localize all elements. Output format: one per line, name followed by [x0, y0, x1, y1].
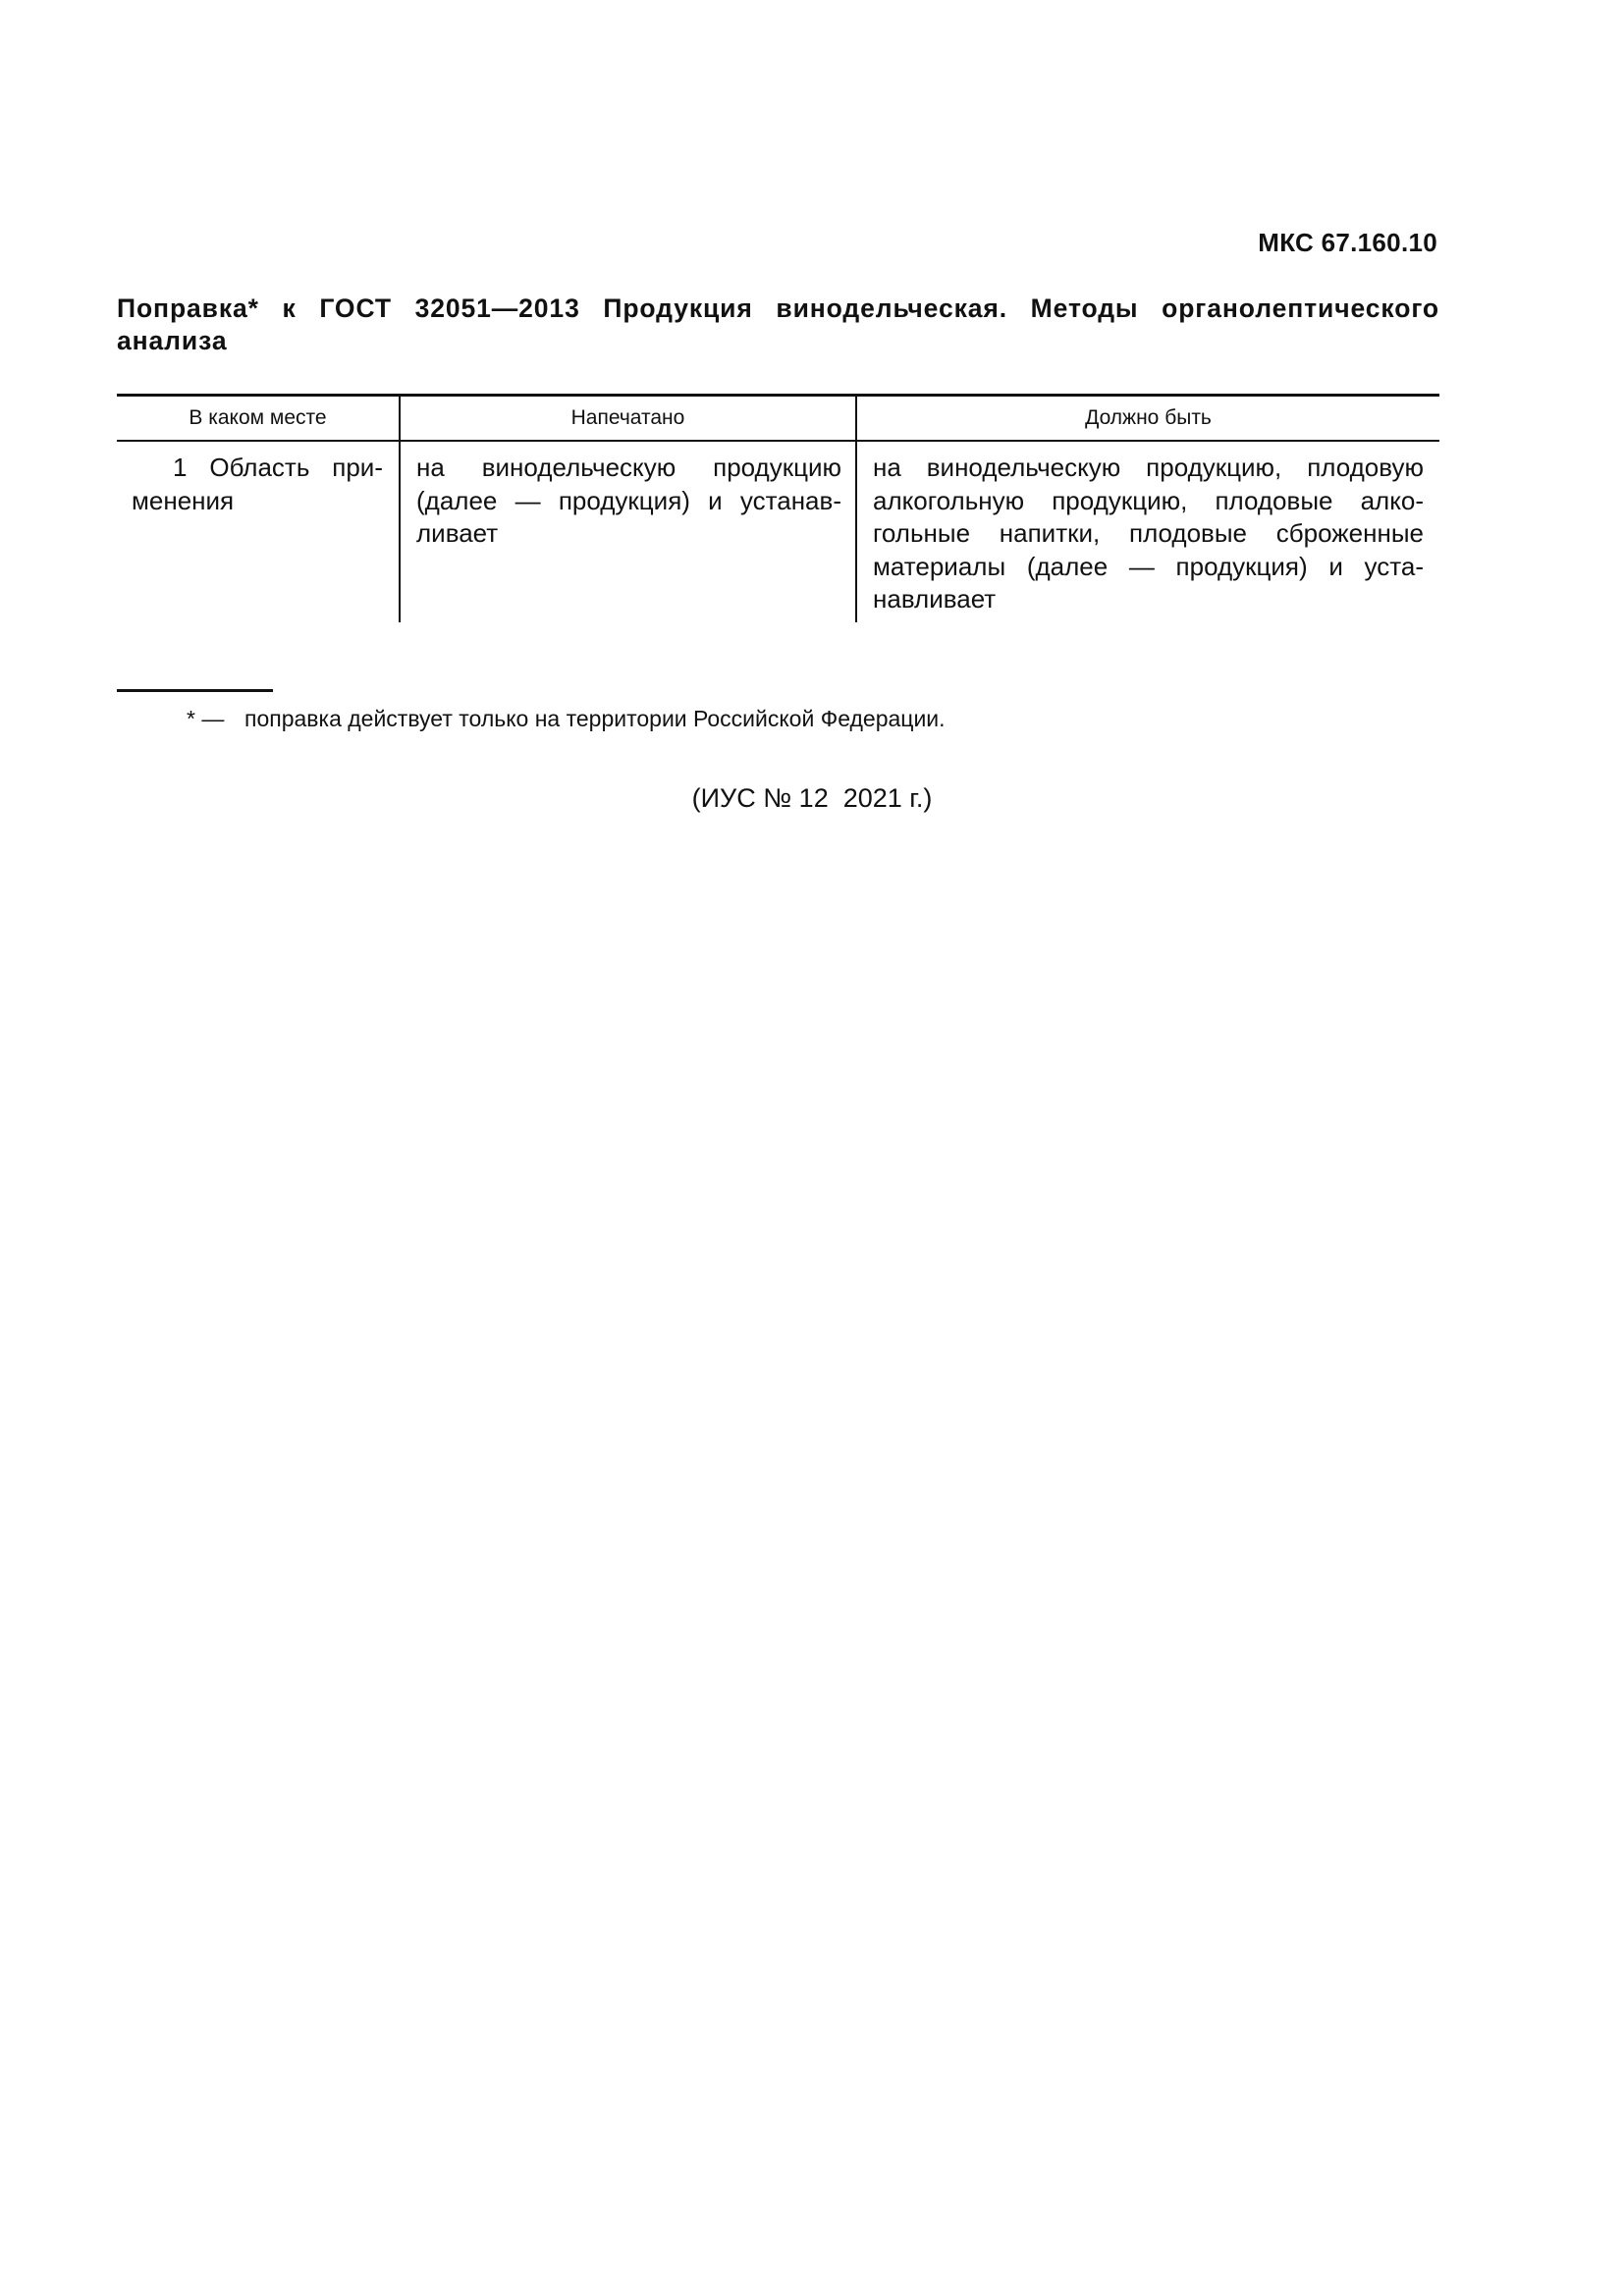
- corrections-table: [117, 394, 1439, 622]
- document-title: Поправка* к ГОСТ 32051—2013 Продукция винодельческая. Методы органолептического анализа: [117, 294, 1439, 355]
- ius-reference: (ИУС № 12 2021 г.): [691, 783, 933, 813]
- footnote-divider: [117, 689, 273, 692]
- column-header-location: В каком месте: [117, 396, 400, 442]
- column-header-printed: Напечатано: [400, 396, 856, 442]
- cell-location: 1 Область применения: [132, 453, 383, 515]
- footnote: [187, 706, 946, 732]
- column-header-should-be: Должно быть: [856, 396, 1439, 442]
- cell-printed: на винодельческую продукцию (далее — продукция) и устанавливает: [400, 441, 856, 622]
- cell-should-be: на винодельческую продукцию, плодовую алкогольную продукцию, плодовые алкогольные напитки, плодовые сброженные материалы (далее — продукция) и устанавливает: [856, 441, 1439, 622]
- footnote-text: поправка действует только на территории Российской Федерации.: [244, 706, 946, 731]
- table-header-row: [117, 396, 1439, 442]
- footnote-mark: * —: [187, 706, 225, 731]
- table-row: [117, 441, 1439, 622]
- mks-code: МКС 67.160.10: [1258, 228, 1437, 257]
